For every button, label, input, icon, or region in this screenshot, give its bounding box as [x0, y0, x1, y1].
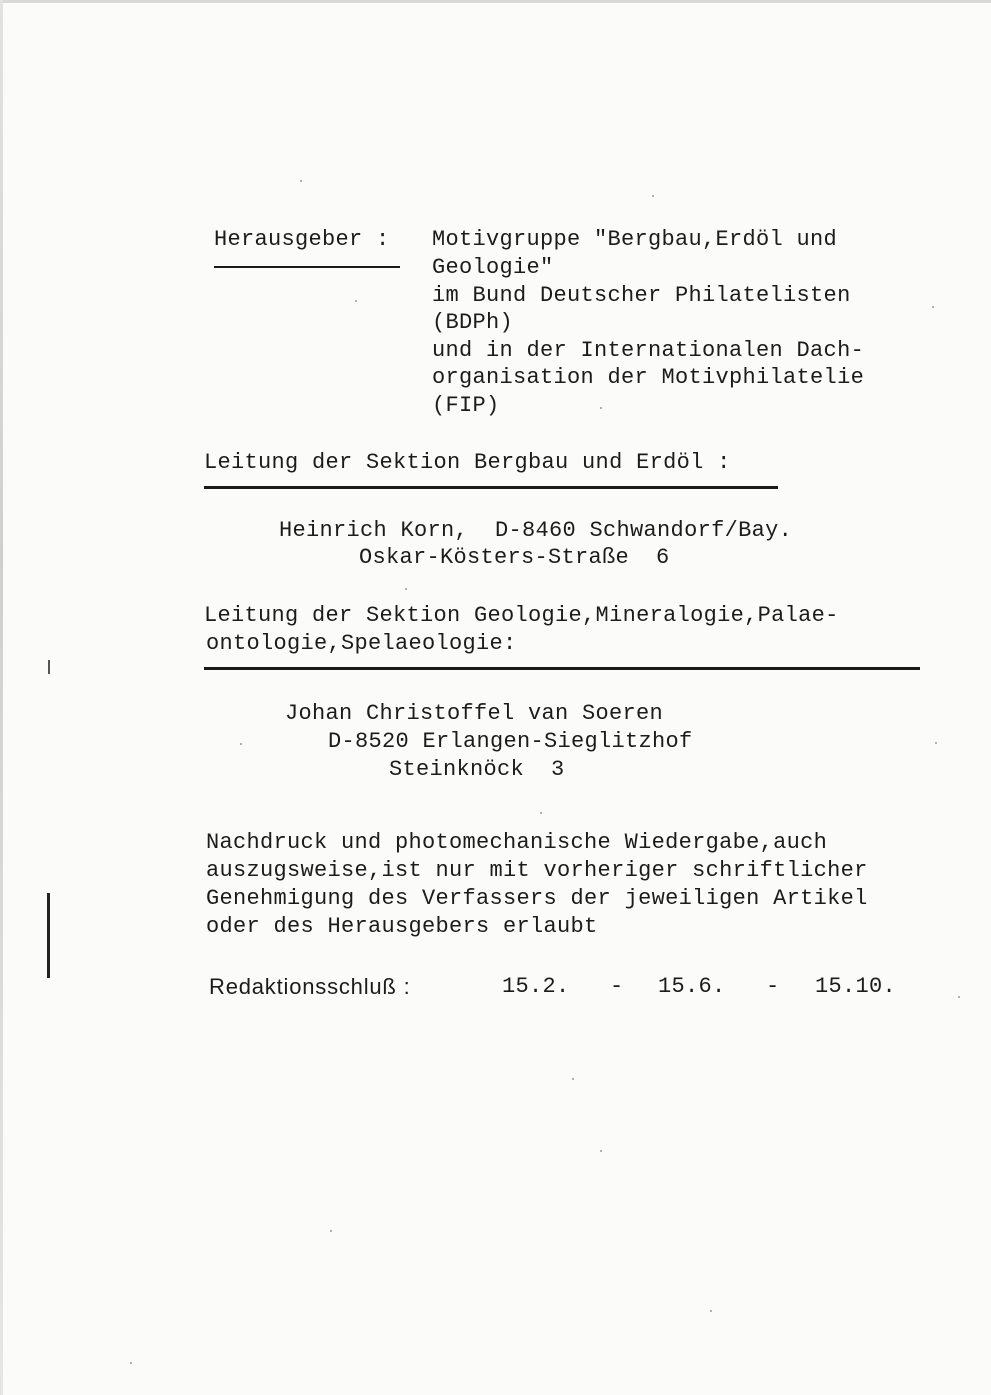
- scan-speck: [130, 1362, 132, 1364]
- scan-speck: [300, 180, 302, 182]
- deadline-label: Redaktionsschluß :: [209, 974, 411, 999]
- scan-speck: [572, 1078, 574, 1080]
- scan-artifact-bar: [47, 893, 50, 978]
- deadline-separator-2: -: [766, 974, 780, 999]
- mining-section-underline: [204, 486, 778, 489]
- geology-contact-line-1: Johan Christoffel van Soeren: [285, 701, 664, 726]
- deadline-date-1: 15.2.: [502, 974, 570, 999]
- publisher-line-2: Geologie": [432, 255, 554, 280]
- geology-section-heading-2: ontologie,Spelaeologie:: [206, 631, 517, 656]
- scan-speck: [932, 306, 934, 308]
- reprint-notice-line-3: Genehmigung des Verfassers der jeweiligen Artikel: [206, 886, 868, 911]
- mining-section-heading: Leitung der Sektion Bergbau und Erdöl :: [204, 450, 731, 475]
- geology-contact-line-3: Steinknöck 3: [389, 757, 565, 782]
- geology-section-heading-1: Leitung der Sektion Geologie,Mineralogie,Palae-: [204, 603, 839, 628]
- publisher-line-6: organisation der Motivphilatelie: [432, 365, 865, 390]
- scan-speck: [652, 195, 654, 197]
- scan-speck: [330, 1230, 332, 1232]
- scan-speck: [540, 812, 542, 814]
- scan-artifact-tick: [48, 660, 50, 674]
- scan-speck: [405, 588, 407, 590]
- geology-section-underline: [204, 667, 920, 670]
- deadline-separator-1: -: [610, 974, 624, 999]
- publisher-label-underline: [214, 266, 400, 268]
- scan-speck: [935, 742, 937, 744]
- publisher-line-4: (BDPh): [432, 310, 514, 335]
- reprint-notice-line-4: oder des Herausgebers erlaubt: [206, 914, 598, 939]
- scan-speck: [600, 407, 602, 409]
- scan-speck: [600, 1150, 602, 1152]
- publisher-line-3: im Bund Deutscher Philatelisten: [432, 283, 851, 308]
- scan-left-edge: [0, 0, 3, 1395]
- mining-contact-line-2: Oskar-Kösters-Straße 6: [359, 545, 670, 570]
- reprint-notice-line-1: Nachdruck und photomechanische Wiedergabe,auch: [206, 830, 828, 855]
- deadline-date-2: 15.6.: [658, 974, 726, 999]
- publisher-label: Herausgeber :: [214, 227, 390, 252]
- reprint-notice-line-2: auszugsweise,ist nur mit vorheriger schriftlicher: [206, 858, 868, 883]
- deadline-date-3: 15.10.: [815, 974, 897, 999]
- publisher-line-1: Motivgruppe "Bergbau,Erdöl und: [432, 227, 838, 252]
- publisher-line-5: und in der Internationalen Dach-: [432, 338, 865, 363]
- scan-speck: [710, 1310, 712, 1312]
- scan-speck: [240, 743, 242, 745]
- scan-speck: [958, 996, 960, 998]
- scan-speck: [355, 300, 357, 302]
- scan-top-edge: [0, 0, 991, 3]
- mining-contact-line-1: Heinrich Korn, D-8460 Schwandorf/Bay.: [279, 518, 793, 543]
- publisher-line-7: (FIP): [432, 393, 500, 418]
- geology-contact-line-2: D-8520 Erlangen-Sieglitzhof: [328, 729, 693, 754]
